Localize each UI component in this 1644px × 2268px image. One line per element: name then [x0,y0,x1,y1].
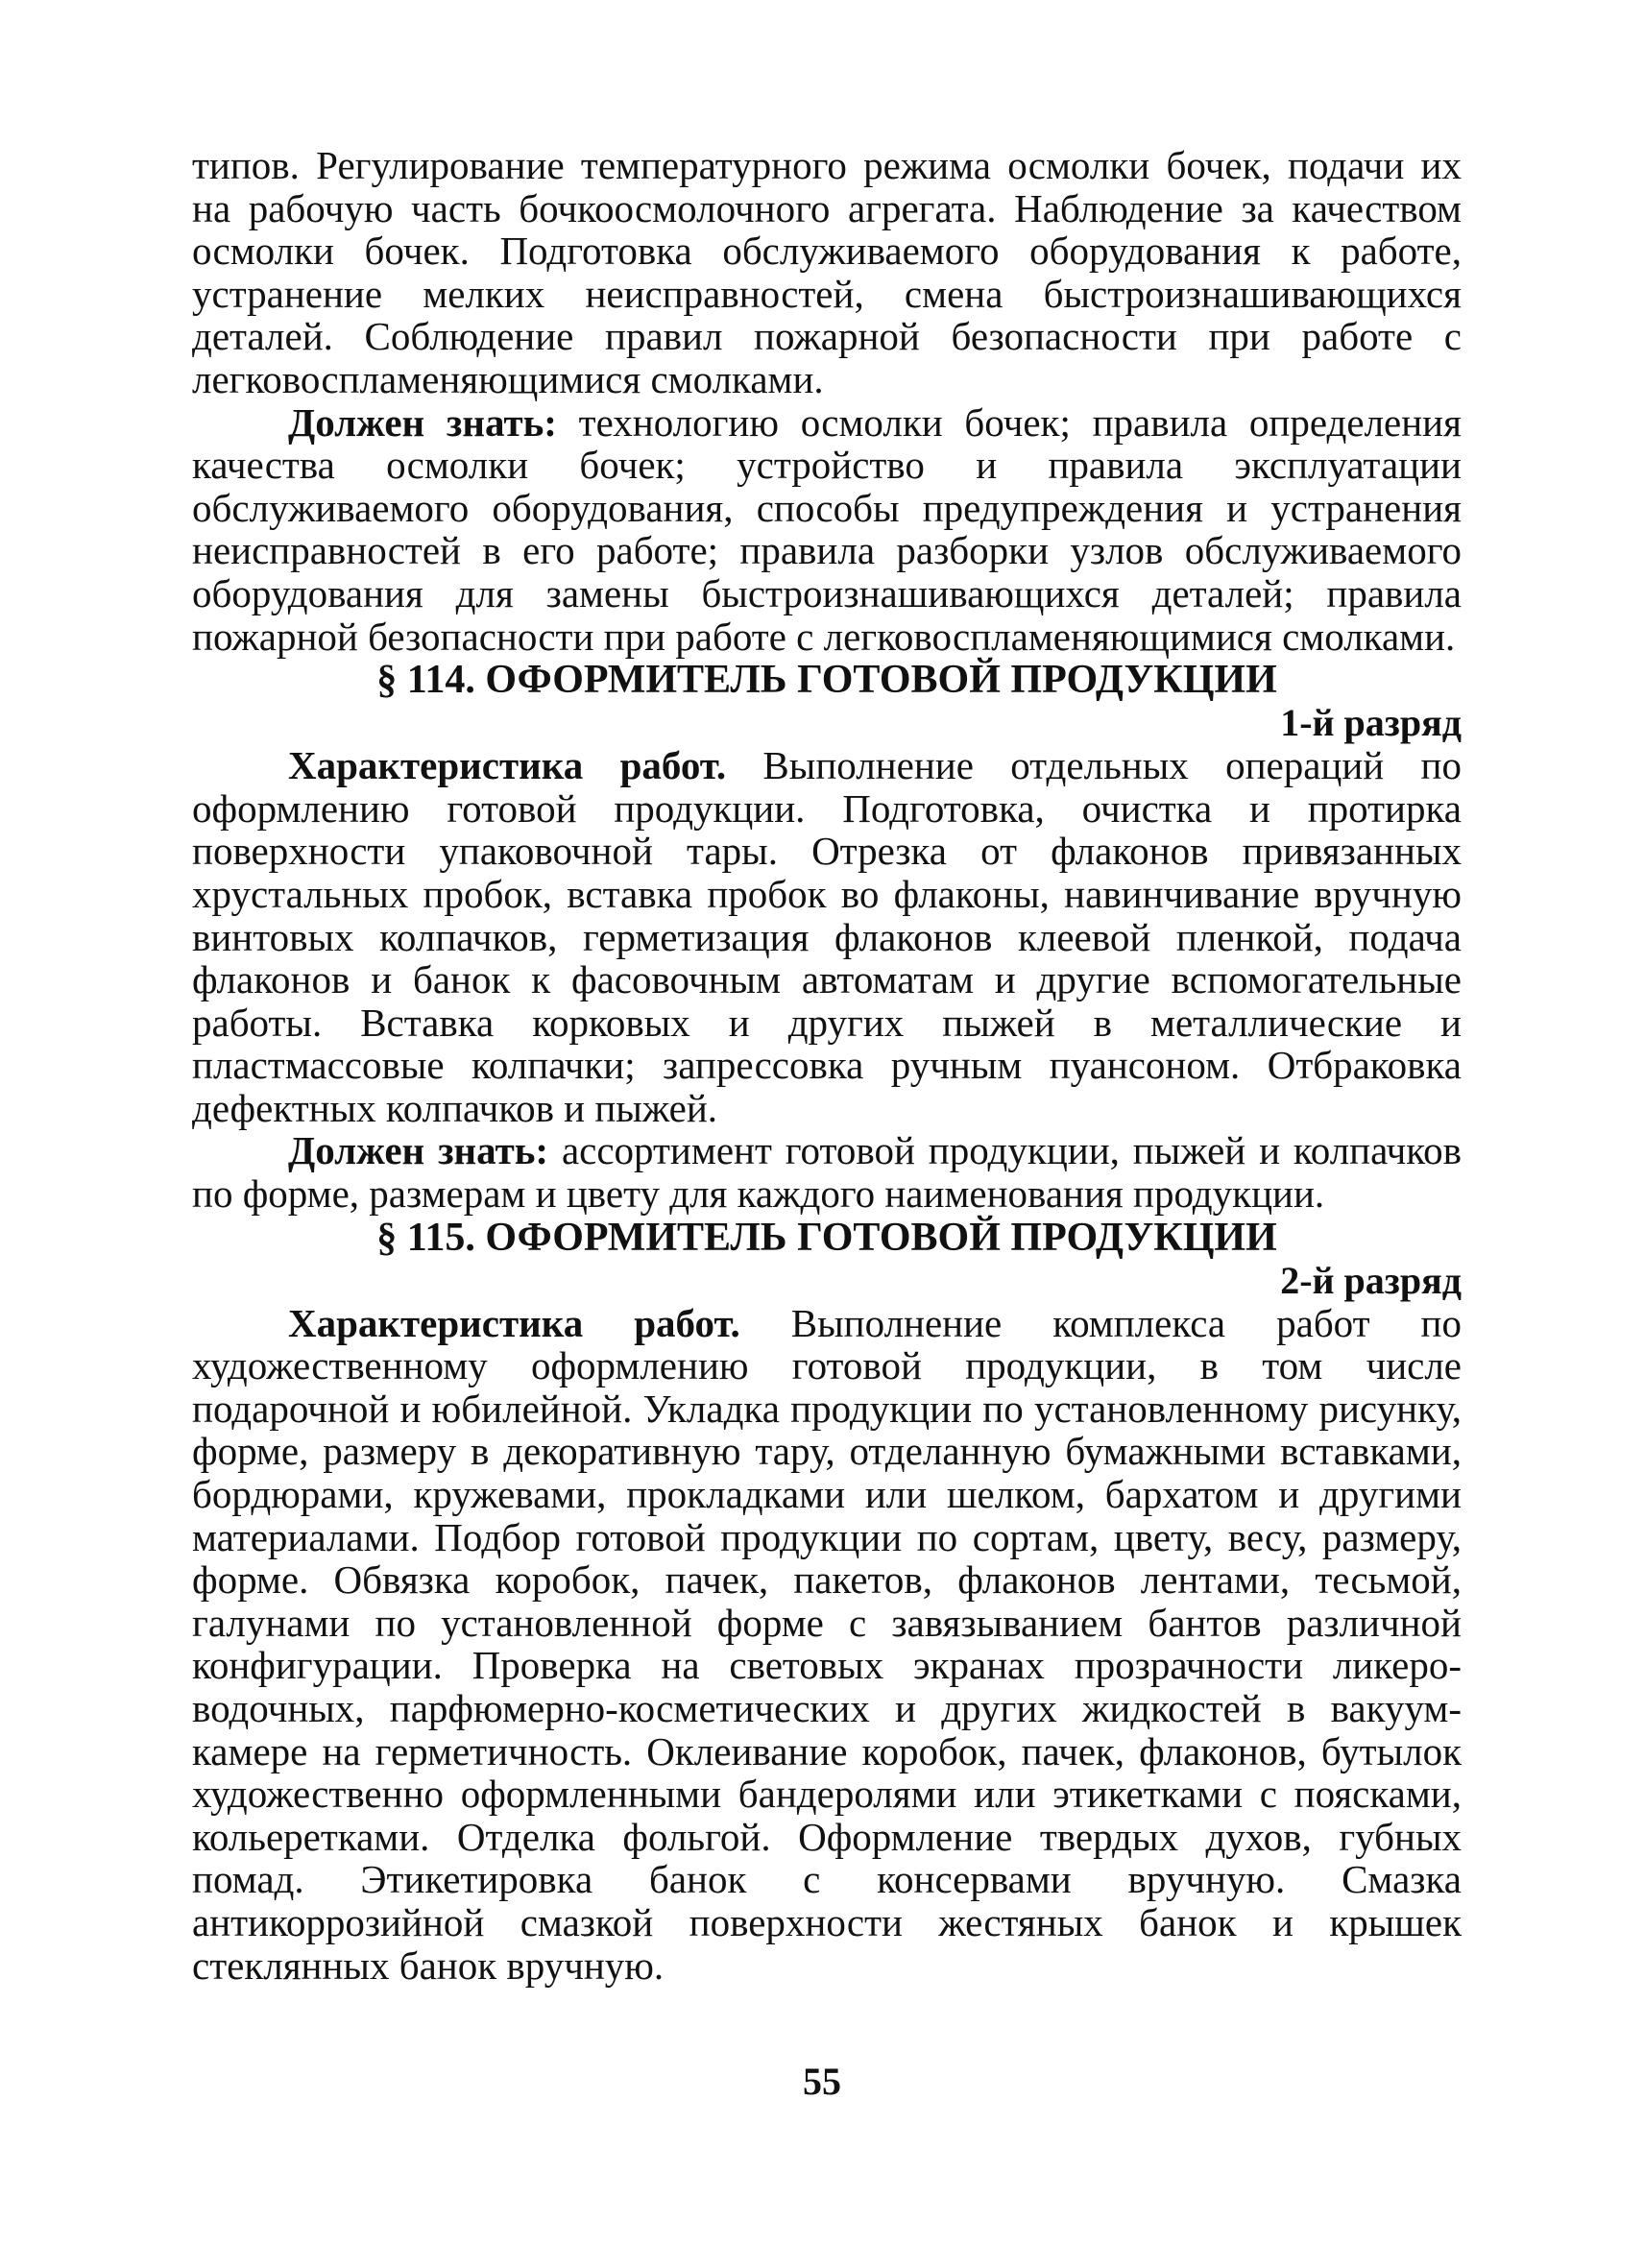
page-number: 55 [803,2060,841,2103]
section-115 [192,1216,1462,1988]
work-characteristics-paragraph [192,744,1462,1129]
knowledge-paragraph [192,1129,1462,1215]
work-text: Выполнение комплекса работ по художественному оформлению готовой продукции, в том числе подарочной и юбилейной. Укладка продукции по установленному рисунку, форме, размеру в декоративную тару, отделанную бумажными вставками, бордюрами, кружевами, прокладками или шелком, бархатом и другими материалами. Подбор готовой продукции по сортам, цвету, весу, размеру, форме. Обвязка коробок, пачек, пакетов, флаконов лентами, тесьмой, галунами по установленной форме с завязыванием бантов различной конфигурации. Проверка на световых экранах прозрачности ликеро-водочных, парфюмерно-косметических и других жидкостей в вакуум-камере на герметичность. Оклеивание коробок, пачек, флаконов, бутылок художественно оформленными бандеролями или этикетками с поясками, кольеретками. Отделка фольгой. Оформление твердых духов, губных помад. Этикетировка банок с консервами вручную. Смазка антикоррозийной смазкой поверхности жестяных банок и крышек стеклянных банок вручную. [192,1300,1462,1988]
knowledge-text: ассортимент готовой продукции, пыжей и колпачков по форме, размерам и цвету для каждого наименования продукции. [192,1128,1462,1217]
knowledge-label: Должен знать: [288,1128,549,1173]
work-label: Характеристика работ. [288,1300,740,1345]
grade-label: 2-й разряд [1280,1258,1462,1302]
section-title: § 115. ОФОРМИТЕЛЬ ГОТОВОЙ ПРОДУКЦИИ [376,1215,1277,1260]
knowledge-text: технологию осмолки бочек; правила определения качества осмолки бочек; устройство и правила эксплуатации обслуживаемого оборудования, способы предупреждения и устранения неисправностей в его работе; правила разборки узлов обслуживаемого оборудования для замены быстроизнашивающихся деталей; правила пожарной безопасности при работе с легковоспламеняющимися смолками. [192,399,1462,659]
grade-label: 1-й разряд [1280,701,1462,745]
knowledge-label: Должен знать: [288,399,557,445]
continuation-paragraph [192,144,1462,401]
document-page [192,144,1462,1987]
section-title: § 114. ОФОРМИТЕЛЬ ГОТОВОЙ ПРОДУКЦИИ [376,658,1277,703]
work-characteristics-paragraph [192,1302,1462,1988]
work-text: Выполнение отдельных операций по оформлению готовой продукции. Подготовка, очистка и протирка поверхности упаковочной тары. Отрезка от флаконов привязанных хрустальных пробок, вставка пробок во флаконы, навинчивание вручную винтовых колпачков, герметизация флаконов клеевой пленкой, подача флаконов и банок к фасовочным автоматам и другие вспомогательные работы. Вставка корковых и других пыжей в металлические и пластмассовые колпачки; запрессовка ручным пуансоном. Отбраковка дефектных колпачков и пыжей. [192,743,1462,1130]
section-114 [192,658,1462,1216]
continuation-text: типов. Регулирование температурного режима осмолки бочек, подачи их на рабочую часть бочкоосмолочного агрегата. Наблюдение за качеством осмолки бочек. Подготовка обслуживаемого оборудования к работе, устранение мелких неисправностей, смена быстроизнашивающихся деталей. Соблюдение правил пожарной безопасности при работе с легковоспламеняющимися смолками. [192,143,1462,401]
continuation-knowledge-paragraph [192,401,1462,659]
work-label: Характеристика работ. [288,743,727,788]
